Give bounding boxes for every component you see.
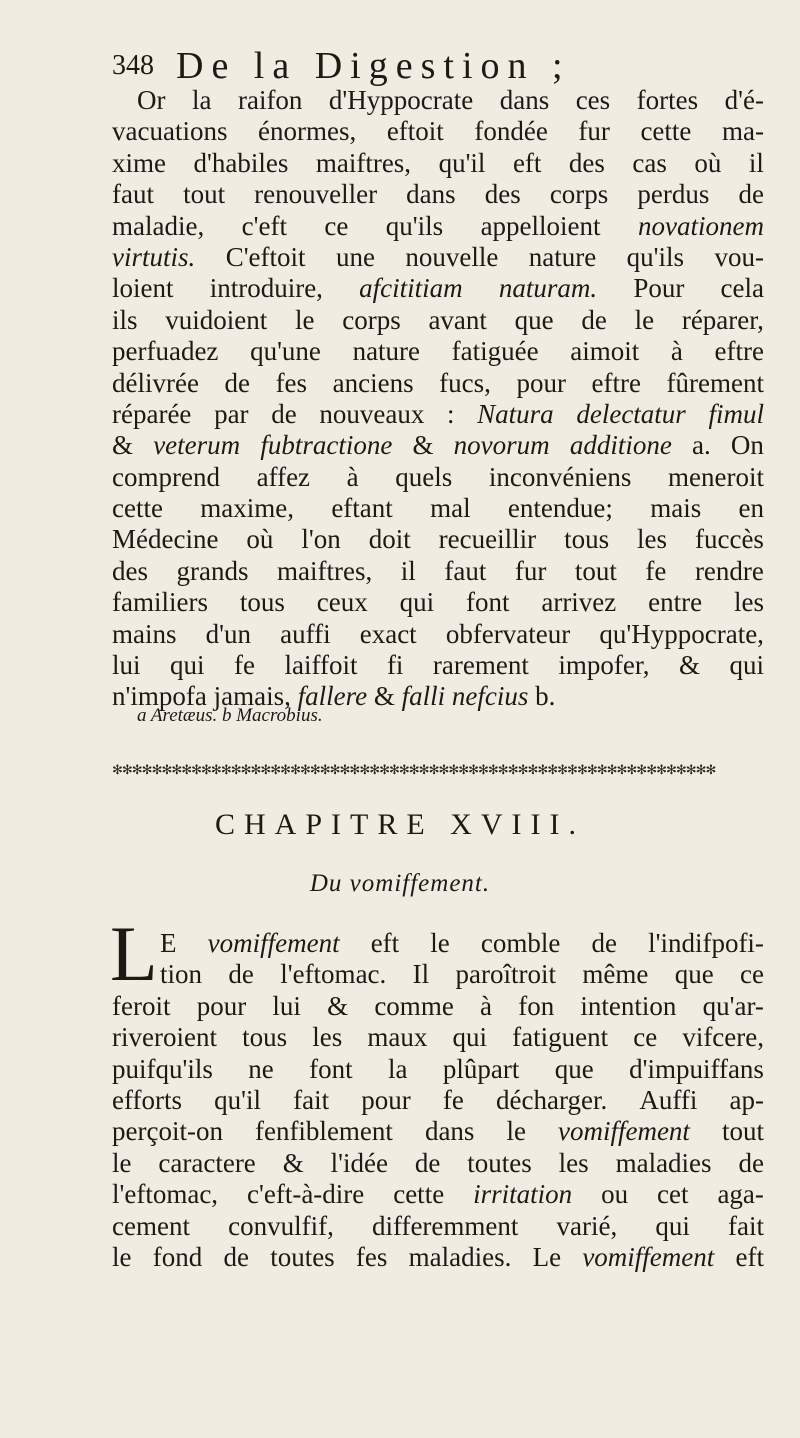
text-line xyxy=(112,959,764,990)
word: qui xyxy=(170,650,205,681)
word: l'indifpofi- xyxy=(648,928,764,958)
word: Auffi xyxy=(639,1084,698,1115)
word: de xyxy=(223,1241,249,1272)
word: pour xyxy=(196,990,247,1021)
word: la xyxy=(191,85,212,115)
word: xime xyxy=(112,147,166,178)
text-line xyxy=(112,1022,764,1053)
word: nature xyxy=(352,336,421,367)
word: des xyxy=(484,179,521,210)
word: caractere xyxy=(158,1147,256,1178)
word: fenfiblement xyxy=(254,1116,393,1147)
text-line xyxy=(112,1242,764,1273)
word: qu'il xyxy=(438,147,486,178)
word: tout xyxy=(574,555,617,586)
word: vacuations xyxy=(112,116,228,147)
word: il xyxy=(400,555,416,586)
word: novorum xyxy=(453,430,550,461)
word: ne xyxy=(248,1053,274,1084)
text-line xyxy=(112,179,764,210)
text-line xyxy=(112,148,764,179)
word: nature xyxy=(528,241,597,272)
word: falli xyxy=(401,681,452,712)
text-line xyxy=(112,368,764,399)
word: tous xyxy=(242,1022,288,1053)
word: que xyxy=(554,1053,594,1084)
word: & xyxy=(282,1147,304,1178)
word: & xyxy=(412,430,434,461)
word: & xyxy=(327,990,349,1021)
word: fait xyxy=(293,1084,330,1115)
word: le xyxy=(112,1241,132,1272)
word: d'impuiffans xyxy=(629,1053,764,1084)
word: raifon xyxy=(237,85,303,115)
word: pour xyxy=(516,367,566,398)
ornamental-divider: ✻✻✻✻✻✻✻✻✻✻✻✻✻✻✻✻✻✻✻✻✻✻✻✻✻✻✻✻✻✻✻✻✻✻✻✻✻✻✻✻✻✻✻✻✻✻✻✻✻✻✻✻✻✻✻✻✻✻✻✻✻ xyxy=(112,763,716,778)
word: faut xyxy=(112,179,154,210)
word: familiers xyxy=(112,587,208,618)
word: convulfif, xyxy=(228,1210,334,1241)
word: exact xyxy=(359,618,417,649)
word: toutes xyxy=(467,1147,532,1178)
word: eft xyxy=(512,147,542,178)
word: vomiffement xyxy=(207,928,340,958)
word: fait xyxy=(728,1210,764,1241)
word: Le xyxy=(532,1241,562,1272)
word: maux xyxy=(367,1022,428,1053)
text-line xyxy=(112,928,764,959)
text-line xyxy=(112,1085,764,1116)
drop-cap: L xyxy=(110,910,158,997)
word: maladies. xyxy=(408,1241,512,1272)
text-line xyxy=(112,619,764,650)
word: doit xyxy=(368,524,411,555)
word: maiftres, xyxy=(277,555,373,586)
word: où xyxy=(246,524,274,555)
word: cet xyxy=(657,1179,689,1210)
word: eftre xyxy=(591,367,641,398)
word: corps xyxy=(342,304,401,335)
word: où xyxy=(694,147,722,178)
word: fondée xyxy=(474,116,548,147)
word: maladies xyxy=(615,1147,712,1178)
word: qui xyxy=(655,1210,690,1241)
word: virtutis. xyxy=(112,241,196,272)
word: renouveller xyxy=(254,179,378,210)
word: efforts xyxy=(112,1084,182,1115)
word: mal xyxy=(430,493,471,524)
word: vomiffement xyxy=(557,1116,690,1147)
word: paroîtroit xyxy=(455,959,556,990)
word: aimoit xyxy=(570,336,640,367)
word: perfuadez xyxy=(112,336,219,367)
page-number: 348 xyxy=(112,50,154,81)
text-line xyxy=(112,305,764,336)
word: de xyxy=(224,367,250,398)
word: affez xyxy=(256,461,311,492)
word: eftoit xyxy=(386,116,444,147)
text-line xyxy=(112,1054,764,1085)
word: le xyxy=(430,928,450,958)
word: ce xyxy=(633,1022,658,1053)
word: par xyxy=(214,398,249,429)
word: Or xyxy=(137,85,166,115)
word: fuccès xyxy=(694,524,764,555)
word: ou xyxy=(601,1179,629,1210)
word: de xyxy=(228,959,254,990)
word: fallere xyxy=(297,681,374,712)
word: fortes xyxy=(636,85,699,115)
word: naturam. xyxy=(498,273,598,304)
word: Il xyxy=(412,959,430,990)
word: eft xyxy=(735,1241,764,1272)
word: Médecine xyxy=(112,524,219,555)
word: tous xyxy=(239,587,285,618)
paragraph-hippocrates xyxy=(112,85,764,713)
word: cette xyxy=(112,493,163,524)
text-line xyxy=(112,462,764,493)
word: tous xyxy=(564,524,610,555)
chapter-subtitle xyxy=(0,870,800,898)
word: appelloient xyxy=(480,210,601,241)
word: fond xyxy=(152,1241,203,1272)
word: comble xyxy=(480,928,561,958)
text-line xyxy=(112,430,764,461)
chapter-subtitle-text: Du vomiffement. xyxy=(309,870,491,897)
word: d'é- xyxy=(724,85,764,115)
word: c'eft xyxy=(241,210,287,241)
word: que xyxy=(674,959,714,990)
text-line xyxy=(112,1211,764,1242)
word: fi xyxy=(386,650,404,681)
word: grands xyxy=(176,555,249,586)
word: pour xyxy=(361,1084,411,1115)
word: feroit xyxy=(112,990,171,1021)
word: le xyxy=(634,304,655,335)
word: entre xyxy=(648,587,703,618)
word: loient xyxy=(112,273,174,304)
word: d'un xyxy=(205,618,251,649)
word: & xyxy=(112,430,134,461)
word: arrivez xyxy=(541,587,617,618)
word: Natura xyxy=(477,398,554,429)
word: c'eft-à-dire xyxy=(247,1179,365,1210)
word: ap- xyxy=(729,1084,764,1115)
footnotes: a Aretæus. b Macrobius. xyxy=(137,705,323,726)
word: ces xyxy=(575,85,611,115)
word: a. xyxy=(692,430,711,461)
word: qui xyxy=(452,1022,487,1053)
word: fimul xyxy=(708,398,764,429)
word: eftant xyxy=(331,493,393,524)
text-line xyxy=(112,991,764,1022)
word: maiftres, xyxy=(315,147,412,178)
word: avant xyxy=(428,304,487,335)
word: qui xyxy=(399,587,435,618)
text-line xyxy=(112,211,764,242)
word: à xyxy=(480,990,492,1021)
word: en xyxy=(738,493,764,524)
word: mains xyxy=(112,618,177,649)
word: ils xyxy=(112,304,138,335)
word: C'eftoit xyxy=(225,241,306,272)
paragraph-vomissement xyxy=(112,928,764,1273)
word: font xyxy=(309,1053,353,1084)
word: & xyxy=(678,650,700,681)
word: faut xyxy=(444,555,487,586)
word: On xyxy=(730,430,764,461)
word: fes xyxy=(355,1241,388,1272)
word: l'idée xyxy=(330,1147,388,1178)
text-line xyxy=(112,1116,764,1147)
word: aga- xyxy=(717,1179,764,1210)
word: maladie, xyxy=(112,210,205,241)
word: le xyxy=(506,1116,526,1147)
word: le xyxy=(112,1147,132,1178)
word: corps xyxy=(549,179,609,210)
word: cela xyxy=(720,273,764,304)
word: les xyxy=(312,1022,343,1053)
word: novationem xyxy=(637,210,764,241)
word: de xyxy=(591,928,617,958)
word: ce xyxy=(740,959,764,990)
word: qui xyxy=(729,650,764,681)
word: l'eftomac, xyxy=(112,1179,219,1210)
word: énormes, xyxy=(258,116,357,147)
word: additione xyxy=(569,430,672,461)
word: rarement xyxy=(432,650,529,681)
word: comprend xyxy=(112,461,220,492)
text-line xyxy=(112,85,764,116)
word: laiffoit xyxy=(284,650,358,681)
word: même xyxy=(582,959,649,990)
word: d'habiles xyxy=(193,147,289,178)
text-line xyxy=(112,116,764,147)
word: réparée xyxy=(112,398,192,429)
word: le xyxy=(294,304,315,335)
text-line xyxy=(112,336,764,367)
word: d'Hyppocrate xyxy=(328,85,474,115)
word: comme xyxy=(374,990,454,1021)
word: les xyxy=(734,587,764,618)
word: recueillir xyxy=(438,524,537,555)
word: delectatur xyxy=(576,398,686,429)
word: les xyxy=(558,1147,589,1178)
running-title: De la Digestion ; xyxy=(176,45,571,87)
text-line xyxy=(112,399,764,430)
word: à xyxy=(346,461,359,492)
word: puifqu'ils xyxy=(112,1053,213,1084)
word: l'eftomac. xyxy=(280,959,387,990)
word: que xyxy=(514,304,554,335)
word: vifcere, xyxy=(682,1022,764,1053)
word: fûrement xyxy=(666,367,764,398)
word: cement xyxy=(112,1210,190,1241)
text-line xyxy=(112,242,764,273)
word: riveroient xyxy=(112,1022,217,1053)
word: Pour xyxy=(633,273,685,304)
word: la xyxy=(387,1053,408,1084)
word: à xyxy=(670,336,683,367)
word: plûpart xyxy=(442,1053,520,1084)
word: fon xyxy=(518,990,555,1021)
word: vuidoient xyxy=(165,304,268,335)
word: fur xyxy=(514,555,547,586)
word: qu'ils xyxy=(626,241,685,272)
word: tout xyxy=(183,179,226,210)
word: fe xyxy=(645,555,667,586)
word: les xyxy=(637,524,668,555)
word: tout xyxy=(721,1116,764,1147)
word: afcititiam xyxy=(359,273,463,304)
word: des xyxy=(112,555,148,586)
word: de xyxy=(738,179,764,210)
text-line xyxy=(112,556,764,587)
word: jamais, xyxy=(213,681,298,712)
text-line xyxy=(112,1148,764,1179)
text-line xyxy=(112,273,764,304)
word: maxime, xyxy=(200,493,295,524)
word: eftre xyxy=(714,336,764,367)
word: qu'ils xyxy=(385,210,444,241)
word: cas xyxy=(632,147,667,178)
word: fur xyxy=(578,116,610,147)
word: fatiguée xyxy=(451,336,539,367)
word: cette xyxy=(393,1179,445,1210)
text-line xyxy=(112,1179,764,1210)
word: auffi xyxy=(280,618,331,649)
word: de xyxy=(414,1147,441,1178)
word: n'impofa xyxy=(112,681,214,712)
word: de xyxy=(581,304,607,335)
word: dans xyxy=(406,179,456,210)
word: il xyxy=(748,147,764,178)
word: anciens xyxy=(332,367,414,398)
word: nefcius xyxy=(451,681,536,712)
word: lui xyxy=(272,990,301,1021)
word: dans xyxy=(499,85,550,115)
word: & xyxy=(373,681,402,712)
word: l'on xyxy=(301,524,341,555)
word: de xyxy=(271,398,297,429)
word: perdus xyxy=(637,179,710,210)
word: lui xyxy=(112,650,141,681)
word: fe xyxy=(442,1084,464,1115)
word: ce xyxy=(324,210,349,241)
word: des xyxy=(568,147,605,178)
word: fucs, xyxy=(439,367,491,398)
word: introduire, xyxy=(209,273,323,304)
word: qu'il xyxy=(214,1084,261,1115)
word: qu'ar- xyxy=(702,990,764,1021)
word: b. xyxy=(535,681,556,712)
text-line xyxy=(112,587,764,618)
word: eft xyxy=(370,928,400,958)
word: quels xyxy=(395,461,453,492)
word: irritation xyxy=(473,1179,573,1210)
word: differemment xyxy=(371,1210,519,1241)
chapter-title: CHAPITRE XVIII. xyxy=(215,808,585,841)
word: dans xyxy=(424,1116,475,1147)
word: varié, xyxy=(556,1210,618,1241)
word: réparer, xyxy=(681,304,764,335)
text-line xyxy=(112,493,764,524)
word: fe xyxy=(234,650,255,681)
word: rendre xyxy=(694,555,764,586)
word: cette xyxy=(640,116,692,147)
word: vou- xyxy=(714,241,764,272)
word: ma- xyxy=(721,116,764,147)
text-line xyxy=(112,524,764,555)
word: fubtractione xyxy=(260,430,393,461)
word: nouveaux xyxy=(319,398,425,429)
word: : xyxy=(446,398,455,429)
word: impofer, xyxy=(558,650,650,681)
word: tion xyxy=(160,959,203,990)
word: veterum xyxy=(153,430,241,461)
word: fatiguent xyxy=(512,1022,609,1053)
word: fes xyxy=(275,367,308,398)
word: qu'Hyppocrate, xyxy=(599,618,764,649)
word: de xyxy=(738,1147,764,1178)
word: entendue; xyxy=(507,493,613,524)
word: E xyxy=(160,928,177,958)
word: décharger. xyxy=(496,1084,608,1115)
word: vomiffement xyxy=(582,1241,715,1272)
word: ceux xyxy=(316,587,368,618)
word: mais xyxy=(650,493,702,524)
word: inconvéniens xyxy=(488,461,632,492)
text-line xyxy=(112,650,764,681)
word: intention xyxy=(580,990,677,1021)
word: une xyxy=(335,241,375,272)
word: toutes xyxy=(270,1241,335,1272)
word: nouvelle xyxy=(405,241,499,272)
word: délivrée xyxy=(112,367,199,398)
word: meneroit xyxy=(668,461,764,492)
word: perçoit-on xyxy=(112,1116,223,1147)
word: qu'une xyxy=(250,336,321,367)
word: obfervateur xyxy=(445,618,571,649)
word: font xyxy=(465,587,510,618)
